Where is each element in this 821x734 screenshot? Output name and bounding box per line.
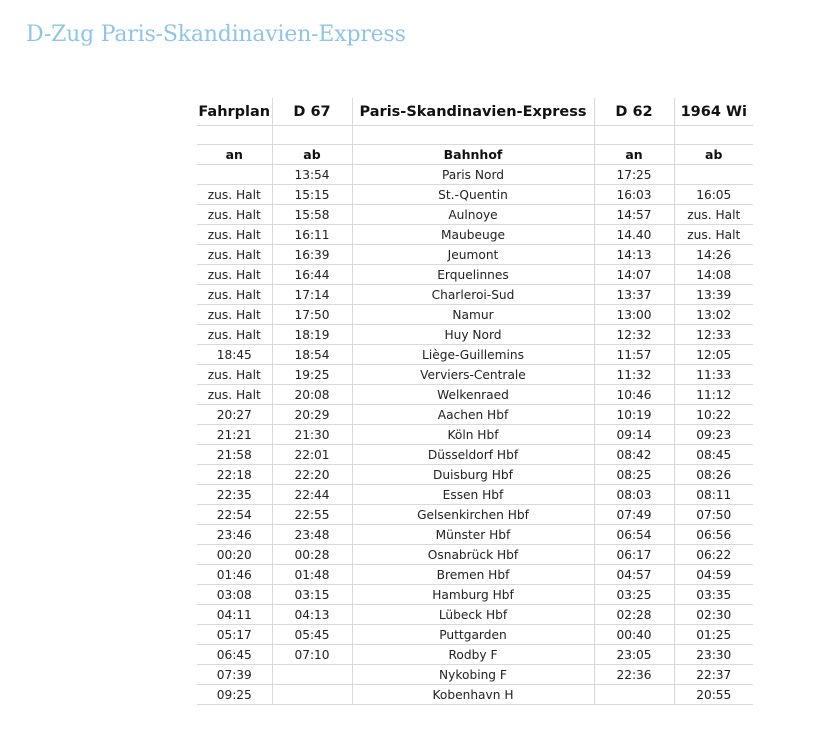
table-row	[197, 305, 753, 325]
table-row	[197, 365, 753, 385]
cell-ab-d67: 05:45	[272, 625, 352, 645]
cell-an-d67: 18:45	[197, 345, 272, 365]
cell-ab-d62: 06:56	[674, 525, 753, 545]
cell-ab-d67: 07:10	[272, 645, 352, 665]
cell-an-d67	[197, 165, 272, 185]
spacer-cell	[352, 126, 594, 145]
table-row	[197, 345, 753, 365]
cell-an-d62: 23:05	[594, 645, 674, 665]
cell-an-d67: zus. Halt	[197, 285, 272, 305]
cell-ab-d67: 13:54	[272, 165, 352, 185]
cell-an-d62: 13:00	[594, 305, 674, 325]
table-row	[197, 185, 753, 205]
cell-ab-d67: 15:58	[272, 205, 352, 225]
cell-station: Gelsenkirchen Hbf	[352, 505, 594, 525]
cell-ab-d67: 04:13	[272, 605, 352, 625]
cell-an-d62: 12:32	[594, 325, 674, 345]
cell-ab-d62: 08:45	[674, 445, 753, 465]
cell-an-d67: zus. Halt	[197, 205, 272, 225]
cell-station: Jeumont	[352, 245, 594, 265]
cell-station: Erquelinnes	[352, 265, 594, 285]
cell-ab-d67: 23:48	[272, 525, 352, 545]
table-row	[197, 385, 753, 405]
cell-ab-d62: 11:12	[674, 385, 753, 405]
title-cell-train-d67: D 67	[272, 98, 352, 126]
title-cell-fahrplan: Fahrplan	[197, 98, 272, 126]
cell-an-d67: zus. Halt	[197, 305, 272, 325]
cell-ab-d67	[272, 685, 352, 705]
cell-an-d67: 00:20	[197, 545, 272, 565]
cell-ab-d62: 11:33	[674, 365, 753, 385]
cell-an-d67: 06:45	[197, 645, 272, 665]
cell-an-d67: 01:46	[197, 565, 272, 585]
table-row	[197, 405, 753, 425]
cell-an-d62: 22:36	[594, 665, 674, 685]
cell-ab-d67: 22:01	[272, 445, 352, 465]
cell-ab-d67: 18:54	[272, 345, 352, 365]
cell-ab-d62: 12:33	[674, 325, 753, 345]
cell-station: Namur	[352, 305, 594, 325]
timetable	[197, 98, 753, 705]
cell-ab-d67: 22:20	[272, 465, 352, 485]
column-header-row	[197, 145, 753, 165]
cell-ab-d62: 13:02	[674, 305, 753, 325]
cell-station: Paris Nord	[352, 165, 594, 185]
table-row	[197, 285, 753, 305]
cell-ab-d62: 07:50	[674, 505, 753, 525]
table-row	[197, 585, 753, 605]
cell-station: Aulnoye	[352, 205, 594, 225]
cell-ab-d67: 20:29	[272, 405, 352, 425]
cell-ab-d67: 19:25	[272, 365, 352, 385]
table-row	[197, 525, 753, 545]
cell-an-d62: 11:32	[594, 365, 674, 385]
spacer-cell	[197, 126, 272, 145]
cell-station: Düsseldorf Hbf	[352, 445, 594, 465]
cell-ab-d67: 22:55	[272, 505, 352, 525]
cell-an-d62: 14.40	[594, 225, 674, 245]
cell-an-d67: zus. Halt	[197, 185, 272, 205]
cell-station: Osnabrück Hbf	[352, 545, 594, 565]
cell-station: Duisburg Hbf	[352, 465, 594, 485]
cell-an-d62: 04:57	[594, 565, 674, 585]
table-row	[197, 265, 753, 285]
cell-station: Rodby F	[352, 645, 594, 665]
cell-station: Liège-Guillemins	[352, 345, 594, 365]
cell-an-d67: 05:17	[197, 625, 272, 645]
cell-ab-d62: 02:30	[674, 605, 753, 625]
title-row	[197, 98, 753, 126]
cell-ab-d62: 16:05	[674, 185, 753, 205]
cell-ab-d62: 01:25	[674, 625, 753, 645]
cell-ab-d67: 20:08	[272, 385, 352, 405]
cell-ab-d67: 17:50	[272, 305, 352, 325]
cell-an-d62: 16:03	[594, 185, 674, 205]
cell-an-d62	[594, 685, 674, 705]
cell-an-d67: zus. Halt	[197, 325, 272, 345]
cell-station: Welkenraed	[352, 385, 594, 405]
cell-station: Essen Hbf	[352, 485, 594, 505]
cell-an-d62: 10:19	[594, 405, 674, 425]
cell-ab-d67: 15:15	[272, 185, 352, 205]
cell-ab-d67: 22:44	[272, 485, 352, 505]
cell-ab-d62: 10:22	[674, 405, 753, 425]
page-title: D-Zug Paris-Skandinavien-Express	[26, 22, 406, 47]
column-header-bahnhof: Bahnhof	[352, 145, 594, 165]
spacer-row	[197, 126, 753, 145]
table-row	[197, 605, 753, 625]
cell-ab-d67: 00:28	[272, 545, 352, 565]
cell-ab-d62: zus. Halt	[674, 205, 753, 225]
cell-an-d67: 07:39	[197, 665, 272, 685]
cell-an-d67: 22:35	[197, 485, 272, 505]
cell-an-d62: 09:14	[594, 425, 674, 445]
cell-ab-d62: 12:05	[674, 345, 753, 365]
table-row	[197, 445, 753, 465]
table-row	[197, 645, 753, 665]
cell-ab-d62: 23:30	[674, 645, 753, 665]
cell-ab-d67: 18:19	[272, 325, 352, 345]
column-header-ab-d67: ab	[272, 145, 352, 165]
column-header-an-d62: an	[594, 145, 674, 165]
cell-station: Lübeck Hbf	[352, 605, 594, 625]
cell-ab-d67: 01:48	[272, 565, 352, 585]
cell-an-d62: 03:25	[594, 585, 674, 605]
cell-an-d67: 03:08	[197, 585, 272, 605]
table-row	[197, 545, 753, 565]
cell-an-d67: 20:27	[197, 405, 272, 425]
cell-station: Hamburg Hbf	[352, 585, 594, 605]
cell-station: Nykobing F	[352, 665, 594, 685]
spacer-cell	[674, 126, 753, 145]
cell-an-d67: 23:46	[197, 525, 272, 545]
table-row	[197, 245, 753, 265]
cell-an-d67: zus. Halt	[197, 265, 272, 285]
table-row	[197, 425, 753, 445]
cell-ab-d67: 16:44	[272, 265, 352, 285]
cell-an-d62: 00:40	[594, 625, 674, 645]
cell-an-d62: 11:57	[594, 345, 674, 365]
cell-ab-d62: 03:35	[674, 585, 753, 605]
table-row	[197, 325, 753, 345]
cell-ab-d67	[272, 665, 352, 685]
cell-an-d62: 07:49	[594, 505, 674, 525]
cell-an-d67: 09:25	[197, 685, 272, 705]
table-row	[197, 685, 753, 705]
cell-station: Verviers-Centrale	[352, 365, 594, 385]
cell-station: Huy Nord	[352, 325, 594, 345]
title-cell-train-d62: D 62	[594, 98, 674, 126]
cell-ab-d62: 04:59	[674, 565, 753, 585]
cell-ab-d62: 20:55	[674, 685, 753, 705]
spacer-cell	[272, 126, 352, 145]
cell-an-d62: 14:57	[594, 205, 674, 225]
cell-an-d67: zus. Halt	[197, 365, 272, 385]
cell-ab-d62: 14:26	[674, 245, 753, 265]
cell-an-d67: zus. Halt	[197, 225, 272, 245]
cell-an-d67: zus. Halt	[197, 385, 272, 405]
cell-an-d62: 14:07	[594, 265, 674, 285]
cell-an-d62: 13:37	[594, 285, 674, 305]
title-cell-year: 1964 Wi	[674, 98, 753, 126]
cell-an-d67: zus. Halt	[197, 245, 272, 265]
column-header-an-d67: an	[197, 145, 272, 165]
column-header-ab-d62: ab	[674, 145, 753, 165]
cell-station: Münster Hbf	[352, 525, 594, 545]
table-row	[197, 565, 753, 585]
table-row	[197, 505, 753, 525]
cell-ab-d62	[674, 165, 753, 185]
cell-ab-d62: 09:23	[674, 425, 753, 445]
cell-ab-d62: 13:39	[674, 285, 753, 305]
cell-an-d62: 08:42	[594, 445, 674, 465]
cell-ab-d62: zus. Halt	[674, 225, 753, 245]
table-row	[197, 485, 753, 505]
table-row	[197, 205, 753, 225]
cell-station: Aachen Hbf	[352, 405, 594, 425]
cell-ab-d67: 03:15	[272, 585, 352, 605]
cell-an-d62: 02:28	[594, 605, 674, 625]
cell-an-d67: 22:18	[197, 465, 272, 485]
cell-station: Maubeuge	[352, 225, 594, 245]
cell-an-d62: 14:13	[594, 245, 674, 265]
cell-station: Bremen Hbf	[352, 565, 594, 585]
cell-an-d62: 17:25	[594, 165, 674, 185]
cell-ab-d67: 16:39	[272, 245, 352, 265]
cell-an-d62: 06:54	[594, 525, 674, 545]
table-row	[197, 465, 753, 485]
cell-ab-d67: 17:14	[272, 285, 352, 305]
cell-an-d62: 08:25	[594, 465, 674, 485]
cell-ab-d62: 06:22	[674, 545, 753, 565]
cell-an-d67: 04:11	[197, 605, 272, 625]
table-row	[197, 225, 753, 245]
cell-station: Charleroi-Sud	[352, 285, 594, 305]
cell-ab-d62: 22:37	[674, 665, 753, 685]
spacer-cell	[594, 126, 674, 145]
title-cell-train-name: Paris-Skandinavien-Express	[352, 98, 594, 126]
table-row	[197, 165, 753, 185]
cell-station: St.-Quentin	[352, 185, 594, 205]
cell-ab-d62: 08:26	[674, 465, 753, 485]
cell-an-d62: 10:46	[594, 385, 674, 405]
cell-ab-d62: 08:11	[674, 485, 753, 505]
table-row	[197, 665, 753, 685]
cell-station: Köln Hbf	[352, 425, 594, 445]
cell-an-d67: 22:54	[197, 505, 272, 525]
cell-an-d62: 08:03	[594, 485, 674, 505]
cell-ab-d67: 21:30	[272, 425, 352, 445]
cell-an-d62: 06:17	[594, 545, 674, 565]
table-row	[197, 625, 753, 645]
cell-station: Puttgarden	[352, 625, 594, 645]
cell-an-d67: 21:21	[197, 425, 272, 445]
cell-ab-d67: 16:11	[272, 225, 352, 245]
cell-station: Kobenhavn H	[352, 685, 594, 705]
cell-ab-d62: 14:08	[674, 265, 753, 285]
cell-an-d67: 21:58	[197, 445, 272, 465]
